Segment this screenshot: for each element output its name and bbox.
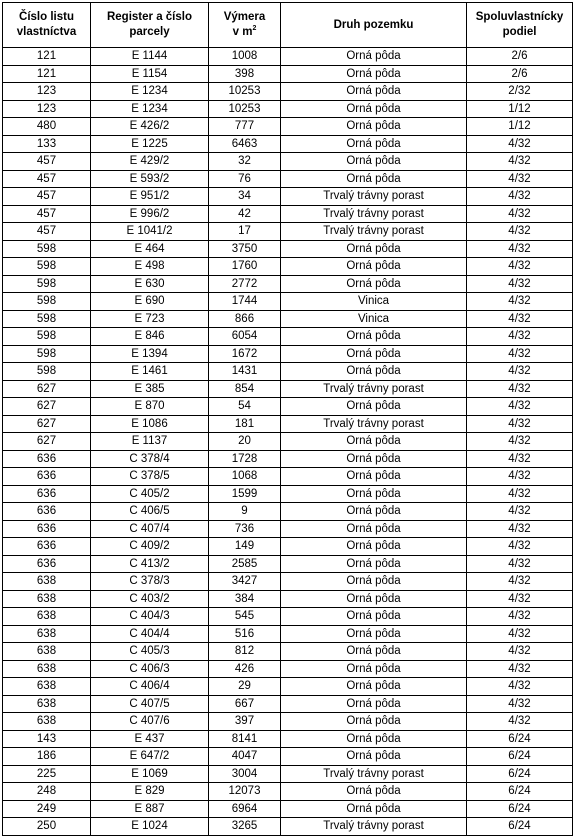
table-row [3,135,573,153]
header-line: parcely [129,26,170,38]
table-row [3,573,573,591]
cell-ownership-sheet-number: 250 [3,818,91,836]
header-line: Druh pozemku [333,18,414,31]
cell-share: 4/32 [467,538,573,556]
cell-parcel: E 385 [91,380,209,398]
cell-parcel: E 996/2 [91,205,209,223]
cell-ownership-sheet-number: 225 [3,765,91,783]
table-row [3,328,573,346]
cell-parcel: E 870 [91,398,209,416]
cell-ownership-sheet-number: 627 [3,380,91,398]
header-superscript: 2 [252,25,257,33]
cell-ownership-sheet-number: 638 [3,695,91,713]
cell-area: 1760 [209,258,281,276]
cell-land-type: Orná pôda [281,83,467,101]
cell-share: 4/32 [467,328,573,346]
table-row [3,380,573,398]
cell-share: 6/24 [467,783,573,801]
table-row [3,485,573,503]
cell-area: 9 [209,503,281,521]
cell-parcel: E 1461 [91,363,209,381]
table-row [3,730,573,748]
cell-parcel: E 887 [91,800,209,818]
cell-ownership-sheet-number: 638 [3,713,91,731]
cell-ownership-sheet-number: 598 [3,363,91,381]
cell-share: 4/32 [467,275,573,293]
table-header [3,3,573,48]
cell-share: 4/32 [467,678,573,696]
table-row [3,65,573,83]
cell-ownership-sheet-number: 636 [3,555,91,573]
cell-share: 4/32 [467,345,573,363]
cell-parcel: E 426/2 [91,118,209,136]
cell-share: 4/32 [467,573,573,591]
table-row [3,275,573,293]
table-row [3,293,573,311]
cell-parcel: C 403/2 [91,590,209,608]
cell-area: 397 [209,713,281,731]
cell-parcel: E 690 [91,293,209,311]
table-row [3,433,573,451]
cell-area: 4047 [209,748,281,766]
header-land-type [281,3,467,48]
cell-parcel: C 405/3 [91,643,209,661]
cell-share: 4/32 [467,555,573,573]
cell-ownership-sheet-number: 457 [3,223,91,241]
cell-share: 4/32 [467,415,573,433]
cell-land-type: Orná pôda [281,590,467,608]
cell-area: 6964 [209,800,281,818]
cell-parcel: E 1024 [91,818,209,836]
table-row [3,450,573,468]
cell-ownership-sheet-number: 636 [3,538,91,556]
cell-area: 854 [209,380,281,398]
cell-parcel: C 406/5 [91,503,209,521]
cell-share: 4/32 [467,695,573,713]
cell-area: 3004 [209,765,281,783]
cell-area: 10253 [209,100,281,118]
cell-ownership-sheet-number: 638 [3,573,91,591]
cell-land-type: Trvalý trávny porast [281,415,467,433]
cell-parcel: C 413/2 [91,555,209,573]
cell-share: 4/32 [467,485,573,503]
cell-parcel: E 1086 [91,415,209,433]
table-row [3,398,573,416]
cell-parcel: E 464 [91,240,209,258]
table-row [3,555,573,573]
table-row [3,678,573,696]
cell-share: 6/24 [467,765,573,783]
cell-ownership-sheet-number: 627 [3,415,91,433]
cell-land-type: Orná pôda [281,643,467,661]
table-row [3,118,573,136]
table-row [3,240,573,258]
cell-ownership-sheet-number: 457 [3,205,91,223]
header-line: v m [232,26,253,38]
table-row [3,643,573,661]
cell-share: 4/32 [467,433,573,451]
cell-area: 17 [209,223,281,241]
cell-parcel: C 407/4 [91,520,209,538]
cell-share: 6/24 [467,748,573,766]
cell-share: 4/32 [467,468,573,486]
cell-ownership-sheet-number: 143 [3,730,91,748]
cell-share: 1/12 [467,118,573,136]
cell-share: 4/32 [467,503,573,521]
cell-land-type: Orná pôda [281,625,467,643]
header-co-ownership-share [467,3,573,48]
header-area [209,3,281,48]
cell-ownership-sheet-number: 248 [3,783,91,801]
cell-land-type: Orná pôda [281,100,467,118]
cell-ownership-sheet-number: 627 [3,398,91,416]
table-row [3,520,573,538]
cell-area: 1068 [209,468,281,486]
cell-area: 866 [209,310,281,328]
cell-share: 4/32 [467,310,573,328]
cell-land-type: Orná pôda [281,363,467,381]
cell-area: 29 [209,678,281,696]
cell-area: 1431 [209,363,281,381]
cell-ownership-sheet-number: 123 [3,100,91,118]
cell-ownership-sheet-number: 457 [3,170,91,188]
cell-area: 736 [209,520,281,538]
table-row [3,188,573,206]
cell-land-type: Orná pôda [281,713,467,731]
cell-land-type: Orná pôda [281,695,467,713]
cell-parcel: C 406/3 [91,660,209,678]
cell-ownership-sheet-number: 598 [3,328,91,346]
cell-area: 516 [209,625,281,643]
land-parcel-table [2,2,573,836]
header-line: Číslo listu [19,11,74,23]
header-line: podiel [502,26,537,38]
cell-parcel: C 407/6 [91,713,209,731]
cell-share: 6/24 [467,800,573,818]
cell-share: 6/24 [467,730,573,748]
cell-area: 12073 [209,783,281,801]
cell-land-type: Orná pôda [281,135,467,153]
cell-parcel: C 409/2 [91,538,209,556]
cell-land-type: Trvalý trávny porast [281,380,467,398]
cell-land-type: Orná pôda [281,468,467,486]
table-row [3,468,573,486]
cell-ownership-sheet-number: 636 [3,485,91,503]
cell-land-type: Orná pôda [281,118,467,136]
cell-area: 398 [209,65,281,83]
cell-ownership-sheet-number: 249 [3,800,91,818]
cell-area: 6054 [209,328,281,346]
table-row [3,818,573,836]
cell-area: 32 [209,153,281,171]
table-row [3,310,573,328]
cell-ownership-sheet-number: 480 [3,118,91,136]
cell-land-type: Orná pôda [281,48,467,66]
cell-land-type: Orná pôda [281,345,467,363]
cell-land-type: Orná pôda [281,730,467,748]
cell-parcel: C 378/3 [91,573,209,591]
cell-share: 4/32 [467,293,573,311]
cell-share: 4/32 [467,660,573,678]
cell-ownership-sheet-number: 123 [3,83,91,101]
cell-share: 4/32 [467,713,573,731]
header-line: Výmera [223,11,266,23]
table-row [3,415,573,433]
cell-parcel: E 1154 [91,65,209,83]
cell-area: 545 [209,608,281,626]
cell-land-type: Orná pôda [281,258,467,276]
cell-parcel: C 405/2 [91,485,209,503]
cell-ownership-sheet-number: 638 [3,643,91,661]
cell-land-type: Orná pôda [281,660,467,678]
cell-land-type: Orná pôda [281,608,467,626]
cell-parcel: C 404/4 [91,625,209,643]
cell-share: 4/32 [467,590,573,608]
table-row [3,223,573,241]
cell-ownership-sheet-number: 598 [3,310,91,328]
cell-share: 4/32 [467,643,573,661]
table-row [3,153,573,171]
cell-area: 3265 [209,818,281,836]
cell-share: 4/32 [467,398,573,416]
cell-area: 6463 [209,135,281,153]
cell-land-type: Orná pôda [281,450,467,468]
table-row [3,538,573,556]
cell-share: 4/32 [467,135,573,153]
header-ownership-sheet-number [3,3,91,48]
header-line: Register a číslo [106,11,192,23]
header-line: vlastníctva [16,26,77,38]
cell-land-type: Orná pôda [281,678,467,696]
cell-land-type: Orná pôda [281,153,467,171]
cell-ownership-sheet-number: 638 [3,625,91,643]
cell-share: 4/32 [467,240,573,258]
cell-area: 10253 [209,83,281,101]
cell-ownership-sheet-number: 636 [3,503,91,521]
cell-share: 2/6 [467,65,573,83]
cell-parcel: C 378/4 [91,450,209,468]
cell-ownership-sheet-number: 121 [3,48,91,66]
cell-land-type: Trvalý trávny porast [281,765,467,783]
cell-land-type: Trvalý trávny porast [281,205,467,223]
cell-area: 20 [209,433,281,451]
table-row [3,503,573,521]
cell-land-type: Trvalý trávny porast [281,223,467,241]
table-body [3,48,573,836]
cell-share: 2/32 [467,83,573,101]
cell-share: 4/32 [467,625,573,643]
cell-area: 1728 [209,450,281,468]
cell-share: 4/32 [467,380,573,398]
cell-ownership-sheet-number: 598 [3,345,91,363]
cell-area: 1599 [209,485,281,503]
table-row [3,695,573,713]
cell-land-type: Orná pôda [281,433,467,451]
cell-share: 4/32 [467,363,573,381]
cell-share: 4/32 [467,608,573,626]
cell-land-type: Orná pôda [281,328,467,346]
cell-ownership-sheet-number: 638 [3,590,91,608]
land-parcel-table-container [2,2,573,836]
cell-ownership-sheet-number: 598 [3,293,91,311]
cell-parcel: C 407/5 [91,695,209,713]
header-register-parcel-number [91,3,209,48]
cell-parcel: E 1394 [91,345,209,363]
cell-parcel: E 1225 [91,135,209,153]
cell-share: 4/32 [467,170,573,188]
cell-land-type: Orná pôda [281,275,467,293]
cell-ownership-sheet-number: 133 [3,135,91,153]
cell-ownership-sheet-number: 636 [3,468,91,486]
cell-area: 667 [209,695,281,713]
table-row [3,100,573,118]
cell-parcel: E 1144 [91,48,209,66]
cell-area: 1744 [209,293,281,311]
cell-parcel: E 593/2 [91,170,209,188]
cell-share: 4/32 [467,258,573,276]
cell-area: 3427 [209,573,281,591]
cell-parcel: C 404/3 [91,608,209,626]
cell-area: 2772 [209,275,281,293]
cell-parcel: E 1234 [91,83,209,101]
cell-parcel: E 630 [91,275,209,293]
table-row [3,713,573,731]
cell-ownership-sheet-number: 598 [3,240,91,258]
cell-parcel: E 723 [91,310,209,328]
table-row [3,625,573,643]
cell-ownership-sheet-number: 638 [3,660,91,678]
table-row [3,363,573,381]
cell-area: 2585 [209,555,281,573]
cell-land-type: Trvalý trávny porast [281,188,467,206]
cell-land-type: Orná pôda [281,240,467,258]
table-row [3,748,573,766]
table-row [3,765,573,783]
cell-area: 1672 [209,345,281,363]
cell-ownership-sheet-number: 638 [3,678,91,696]
cell-parcel: E 647/2 [91,748,209,766]
table-row [3,205,573,223]
cell-land-type: Orná pôda [281,170,467,188]
cell-share: 4/32 [467,153,573,171]
cell-land-type: Orná pôda [281,538,467,556]
table-row [3,783,573,801]
cell-land-type: Orná pôda [281,65,467,83]
table-row [3,608,573,626]
cell-share: 6/24 [467,818,573,836]
cell-parcel: C 406/4 [91,678,209,696]
cell-land-type: Orná pôda [281,485,467,503]
cell-parcel: E 846 [91,328,209,346]
cell-ownership-sheet-number: 627 [3,433,91,451]
table-row [3,48,573,66]
cell-area: 76 [209,170,281,188]
cell-parcel: E 829 [91,783,209,801]
cell-ownership-sheet-number: 598 [3,258,91,276]
cell-land-type: Orná pôda [281,503,467,521]
cell-parcel: E 1041/2 [91,223,209,241]
cell-land-type: Orná pôda [281,520,467,538]
cell-land-type: Orná pôda [281,573,467,591]
table-row [3,170,573,188]
cell-land-type: Orná pôda [281,555,467,573]
cell-land-type: Vinica [281,310,467,328]
cell-ownership-sheet-number: 636 [3,520,91,538]
cell-area: 34 [209,188,281,206]
cell-share: 4/32 [467,520,573,538]
cell-area: 426 [209,660,281,678]
cell-area: 8141 [209,730,281,748]
table-row [3,800,573,818]
cell-parcel: E 1234 [91,100,209,118]
cell-land-type: Trvalý trávny porast [281,818,467,836]
cell-parcel: C 378/5 [91,468,209,486]
cell-area: 1008 [209,48,281,66]
cell-area: 181 [209,415,281,433]
cell-land-type: Orná pôda [281,398,467,416]
cell-share: 1/12 [467,100,573,118]
header-line: Spoluvlastnícky [475,11,564,23]
cell-area: 42 [209,205,281,223]
cell-ownership-sheet-number: 636 [3,450,91,468]
cell-parcel: E 1137 [91,433,209,451]
cell-land-type: Orná pôda [281,783,467,801]
table-row [3,345,573,363]
cell-parcel: E 437 [91,730,209,748]
cell-share: 4/32 [467,450,573,468]
cell-area: 149 [209,538,281,556]
cell-area: 3750 [209,240,281,258]
cell-share: 2/6 [467,48,573,66]
cell-parcel: E 498 [91,258,209,276]
cell-ownership-sheet-number: 121 [3,65,91,83]
cell-share: 4/32 [467,205,573,223]
table-row [3,590,573,608]
cell-parcel: E 429/2 [91,153,209,171]
cell-land-type: Orná pôda [281,748,467,766]
cell-share: 4/32 [467,223,573,241]
table-row [3,660,573,678]
cell-ownership-sheet-number: 457 [3,188,91,206]
cell-ownership-sheet-number: 186 [3,748,91,766]
cell-area: 384 [209,590,281,608]
cell-ownership-sheet-number: 457 [3,153,91,171]
cell-parcel: E 951/2 [91,188,209,206]
table-row [3,258,573,276]
cell-area: 54 [209,398,281,416]
table-row [3,83,573,101]
cell-parcel: E 1069 [91,765,209,783]
cell-ownership-sheet-number: 638 [3,608,91,626]
cell-area: 812 [209,643,281,661]
cell-share: 4/32 [467,188,573,206]
cell-land-type: Vinica [281,293,467,311]
header-row [3,3,573,48]
cell-land-type: Orná pôda [281,800,467,818]
cell-ownership-sheet-number: 598 [3,275,91,293]
cell-area: 777 [209,118,281,136]
